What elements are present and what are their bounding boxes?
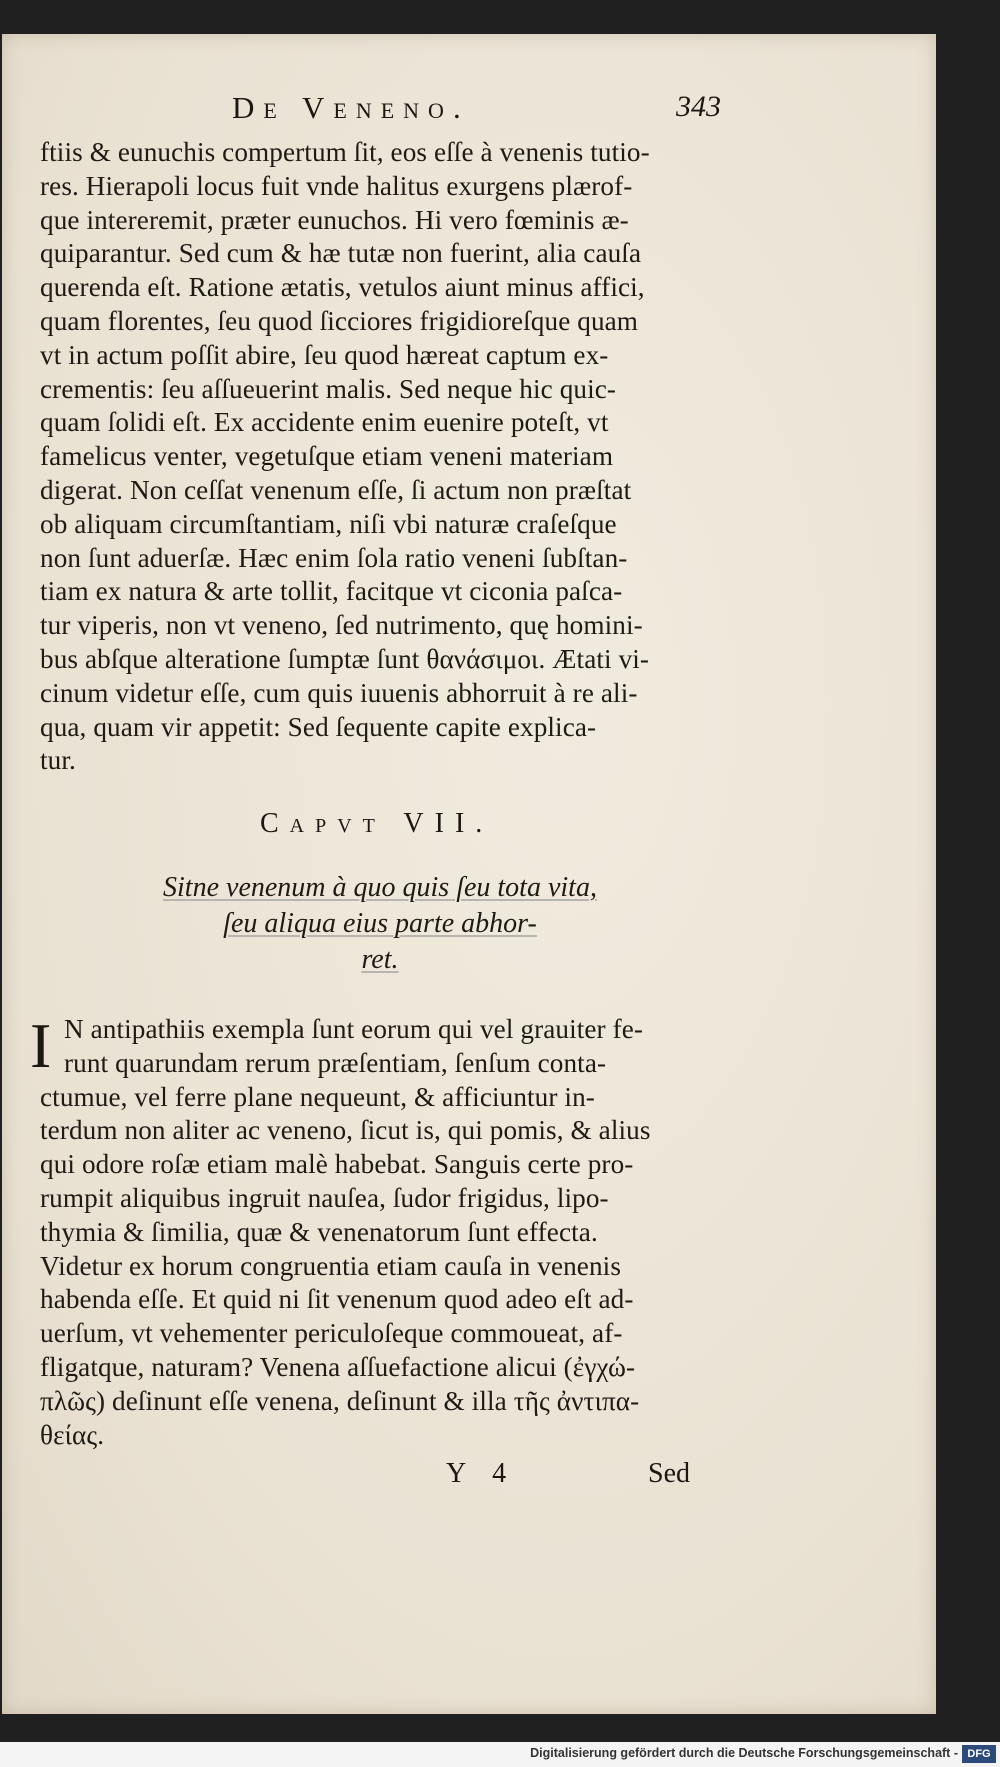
text-line: vt in actum poſſit abire, ſeu quod hæreat captum ex-	[40, 339, 609, 370]
page-number: 343	[676, 90, 721, 123]
text-line: ctumue, vel ferre plane nequeunt, & afficiuntur in-	[40, 1081, 595, 1112]
text-line: res. Hierapoli locus fuit vnde halitus exurgens plærof-	[40, 170, 633, 201]
text-line: runt quarundam rerum præſentiam, ſenſum conta-	[64, 1047, 607, 1078]
text-line: ftiis & eunuchis compertum ſit, eos eſſe à venenis tutio-	[40, 137, 650, 167]
text-line: qua, quam vir appetit: Sed ſequente capite explica-	[40, 711, 597, 742]
credit-text: Digitalisierung gefördert durch die Deutsche Forschungsgemeinschaft -	[530, 1746, 958, 1760]
text-line: quiparantur. Sed cum & hæ tutæ non fuerint, alia cauſa	[40, 238, 642, 269]
text-line: N antipathiis exempla ſunt eorum qui vel grauiter fe-	[64, 1014, 644, 1044]
text-line: querenda eſt. Ratione ætatis, vetulos aiunt minus affici,	[40, 272, 645, 303]
running-title: De Veneno.	[232, 90, 470, 125]
page-footer	[0, 1458, 1000, 1498]
chapter-heading: Capvt VII.	[260, 808, 494, 839]
text-line: ob aliquam circumſtantiam, niſi vbi naturæ craſeſque	[40, 508, 617, 539]
text-line: θείας.	[40, 1419, 105, 1450]
chapter-subtitle	[100, 870, 660, 978]
catchword: Sed	[648, 1458, 690, 1489]
text-line: thymia & ſimilia, quæ & venenatorum ſunt effecta.	[40, 1216, 598, 1247]
text-block-bottom	[40, 1013, 720, 1452]
text-line: fligatque, naturam? Venena aſſuefactione alicui (ἐγχώ-	[40, 1351, 636, 1382]
text-line: uerſum, vt vehementer periculoſeque commoueat, af-	[40, 1318, 623, 1349]
text-line: rumpit aliquibus ingruit nauſea, ſudor frigidus, lipo-	[40, 1182, 609, 1213]
subtitle-line: ret.	[361, 944, 399, 975]
text-line: que intereremit, præter eunuchos. Hi vero fœminis æ-	[40, 204, 629, 235]
text-block-top	[40, 136, 720, 778]
text-line: quam florentes, ſeu quod ſicciores frigidioreſque quam	[40, 305, 639, 336]
text-line: crementis: ſeu aſſueuerint malis. Sed neque hic quic-	[40, 373, 617, 404]
subtitle-line: Sitne venenum à quo quis ſeu tota vita,	[163, 872, 597, 903]
text-line: Videtur ex horum congruentia etiam cauſa in venenis	[40, 1250, 622, 1281]
text-line: bus abſque alteratione ſumptæ ſunt θανάσιμοι. Ætati vi-	[40, 643, 650, 674]
text-line: tur.	[40, 745, 76, 776]
text-line: tur viperis, non vt veneno, ſed nutrimento, quę homini-	[40, 610, 643, 641]
text-line: πλῶς) deſinunt eſſe venena, deſinunt & illa τῆς ἀντιπα-	[40, 1385, 640, 1416]
text-line: digerat. Non ceſſat venenum eſſe, ſi actum non præſtat	[40, 474, 632, 505]
text-line: terdum non aliter ac veneno, ſicut is, qui pomis, & alius	[40, 1115, 651, 1146]
drop-cap: I	[30, 1010, 52, 1081]
text-line: famelicus venter, vegetuſque etiam veneni materiam	[40, 441, 614, 472]
subtitle-line: ſeu aliqua eius parte abhor-	[223, 908, 537, 939]
signature-mark: Y 4	[446, 1458, 517, 1489]
text-line: quam ſolidi eſt. Ex accidente enim euenire poteſt, vt	[40, 407, 609, 438]
text-line: non ſunt aduerſæ. Hæc enim ſola ratio veneni ſubſtan-	[40, 542, 628, 573]
running-head	[0, 90, 1000, 130]
text-line: cinum videtur eſſe, cum quis iuuenis abhorruit à re ali-	[40, 677, 638, 708]
credit-bar	[0, 1742, 1000, 1767]
text-line: tiam ex natura & arte tollit, facitque vt ciconia paſca-	[40, 576, 623, 607]
text-line: habenda eſſe. Et quid ni ſit venenum quod adeo eſt ad-	[40, 1284, 634, 1315]
dfg-logo-icon: DFG	[962, 1745, 996, 1763]
text-line: qui odore roſæ etiam malè habebat. Sanguis certe pro-	[40, 1149, 634, 1180]
